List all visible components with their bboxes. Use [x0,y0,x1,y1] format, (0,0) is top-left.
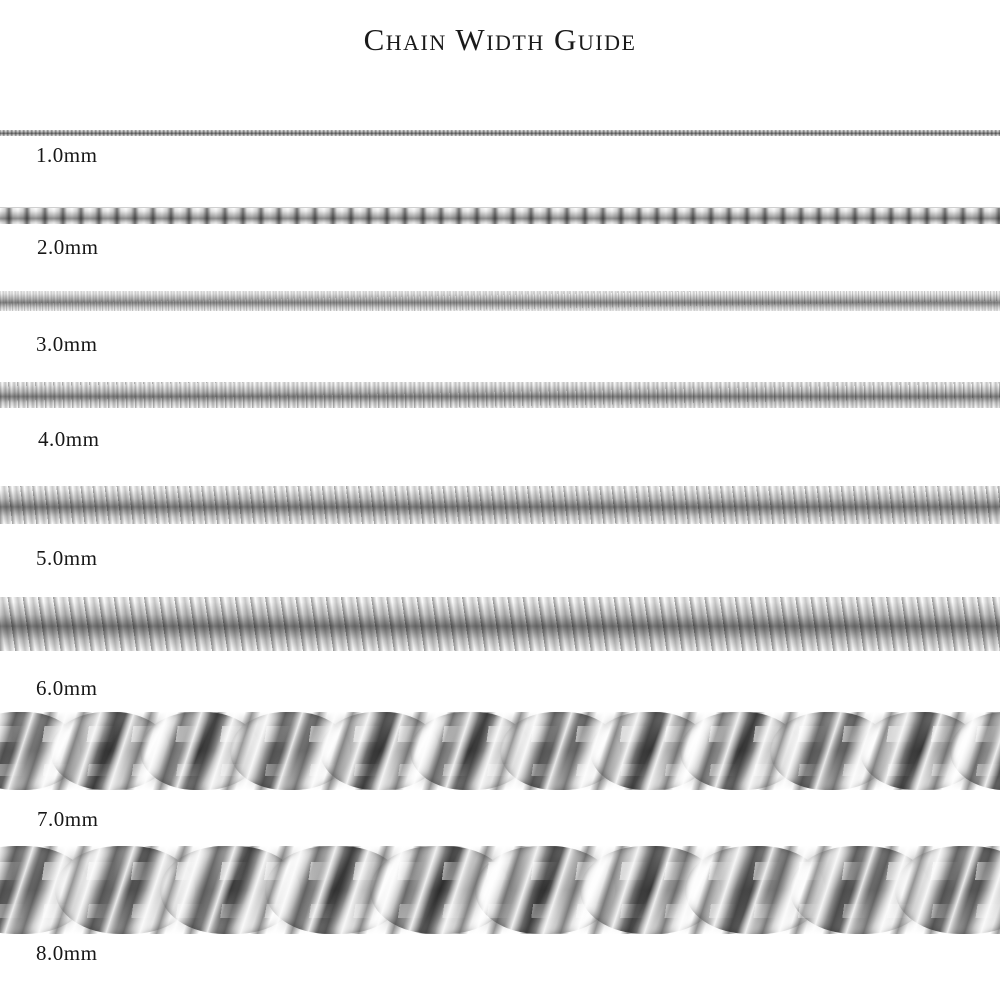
chain-sample-6-0mm [0,597,1000,651]
chain-label-5-0mm: 5.0mm [36,546,98,570]
chain-label-4-0mm: 4.0mm [38,427,100,451]
chain-sample-1-0mm [0,130,1000,136]
chain-sample-3-0mm [0,291,1000,311]
chain-graphic [0,130,1000,136]
chain-graphic [0,486,1000,524]
chain-label-7-0mm: 7.0mm [37,807,99,831]
chain-sample-7-0mm [0,712,1000,790]
page-title: Chain Width Guide [363,22,637,57]
chain-sample-5-0mm [0,486,1000,524]
rope-highlight [0,726,1000,742]
chain-label-6-0mm: 6.0mm [36,676,98,700]
chain-label-1-0mm: 1.0mm [36,143,98,167]
rope-highlight [0,904,1000,918]
chain-graphic [0,846,1000,934]
rope-highlight [0,764,1000,776]
chain-sample-2-0mm [0,207,1000,224]
chain-graphic [0,712,1000,790]
chain-graphic [0,382,1000,408]
chain-graphic [0,291,1000,311]
rope-sheen [0,712,1000,790]
rope-highlight [0,862,1000,880]
rope-sheen [0,846,1000,934]
chain-label-8-0mm: 8.0mm [36,941,98,965]
chain-graphic [0,597,1000,651]
chain-sample-8-0mm [0,846,1000,934]
chain-label-2-0mm: 2.0mm [37,235,99,259]
chain-label-3-0mm: 3.0mm [36,332,98,356]
chain-sample-4-0mm [0,382,1000,408]
chain-graphic [0,207,1000,224]
